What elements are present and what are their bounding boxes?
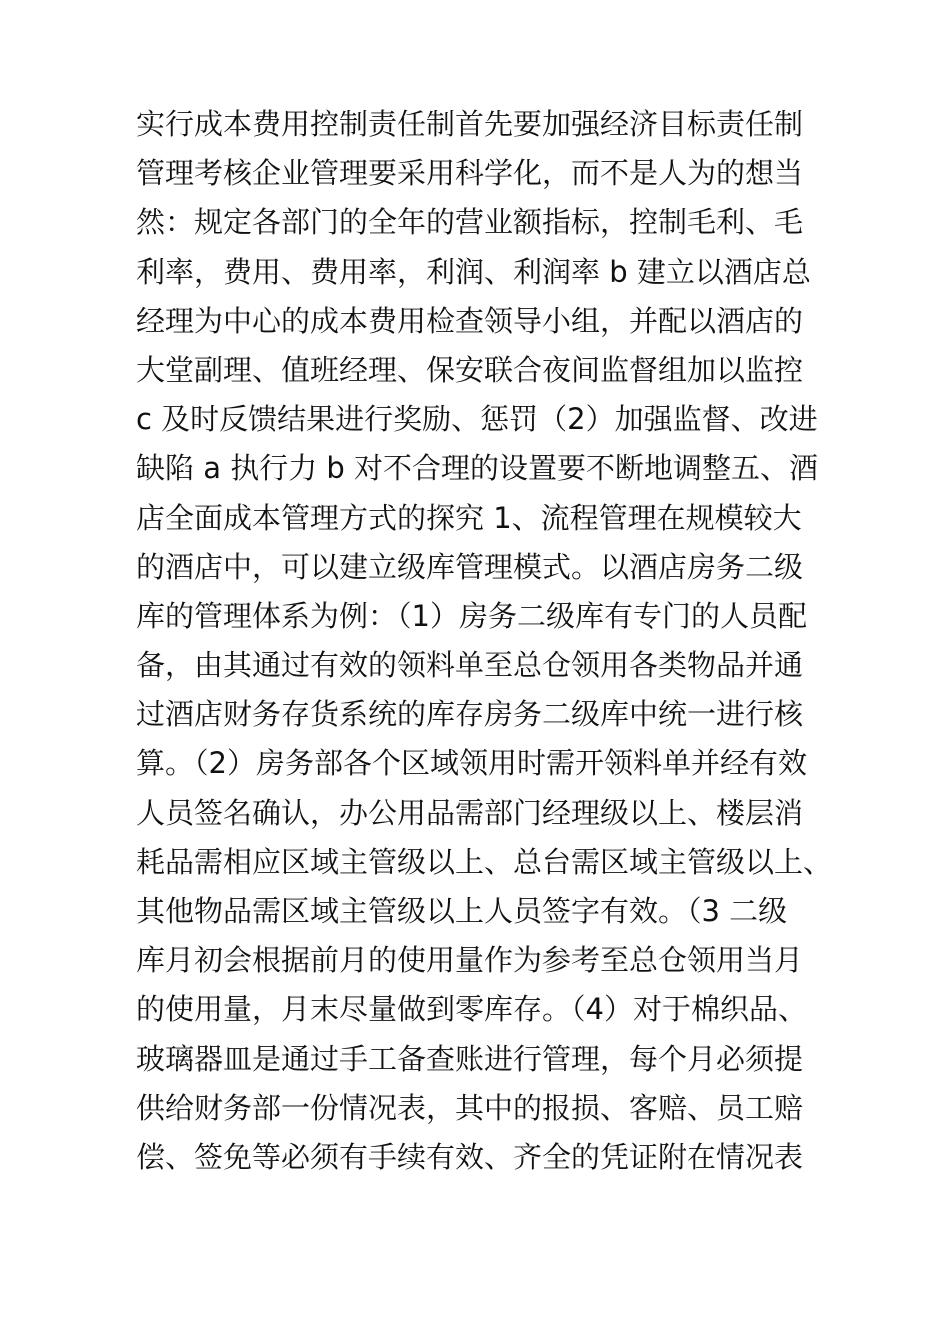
text-line: 大堂副理、值班经理、保安联合夜间监督组加以监控 xyxy=(136,352,804,387)
text-line: 供给财务部一份情况表，其中的报损、客赔、员工赔 xyxy=(136,1090,804,1125)
text-line: 算。（2）房务部各个区域领用时需开领料单并经有效 xyxy=(136,746,807,781)
body-text xyxy=(136,100,876,1182)
text-line: 店全面成本管理方式的探究 1、流程管理在规模较大 xyxy=(136,500,802,535)
text-line: 的酒店中，可以建立级库管理模式。以酒店房务二级 xyxy=(136,549,804,584)
text-line: 库的管理体系为例：（1）房务二级库有专门的人员配 xyxy=(136,598,807,633)
text-line: 其他物品需区域主管级以上人员签字有效。（3 二级 xyxy=(136,894,788,928)
text-line: 的使用量，月末尽量做到零库存。（4）对于棉织品、 xyxy=(136,992,807,1027)
text-line: 过酒店财务存货系统的库存房务二级库中统一进行核 xyxy=(136,697,804,732)
text-line: 实行成本费用控制责任制首先要加强经济目标责任制 xyxy=(136,107,804,141)
text-line: 缺陷 a 执行力 b 对不合理的设置要不断地调整五、酒 xyxy=(136,451,819,486)
text-line: 管理考核企业管理要采用科学化，而不是人为的想当 xyxy=(136,156,804,191)
text-line: 偿、签免等必须有手续有效、齐全的凭证附在情况表 xyxy=(136,1139,804,1174)
text-line: 利率，费用、费用率，利润、利润率 b 建立以酒店总 xyxy=(136,254,811,289)
text-line: 库月初会根据前月的使用量作为参考至总仓领用当月 xyxy=(136,943,804,978)
text-line: 备，由其通过有效的领料单至总仓领用各类物品并通 xyxy=(136,648,804,683)
text-line: 耗品需相应区域主管级以上、总台需区域主管级以上、 xyxy=(136,844,833,879)
text-line: 人员签名确认，办公用品需部门经理级以上、楼层消 xyxy=(136,795,804,830)
text-line: 玻璃器皿是通过手工备查账进行管理，每个月必须提 xyxy=(136,1041,804,1076)
text-line: 然：规定各部门的全年的营业额指标，控制毛利、毛 xyxy=(136,205,804,240)
text-line: c 及时反馈结果进行奖励、惩罚（2）加强监督、改进 xyxy=(136,402,818,437)
text-line: 经理为中心的成本费用检查领导小组，并配以酒店的 xyxy=(136,303,804,338)
